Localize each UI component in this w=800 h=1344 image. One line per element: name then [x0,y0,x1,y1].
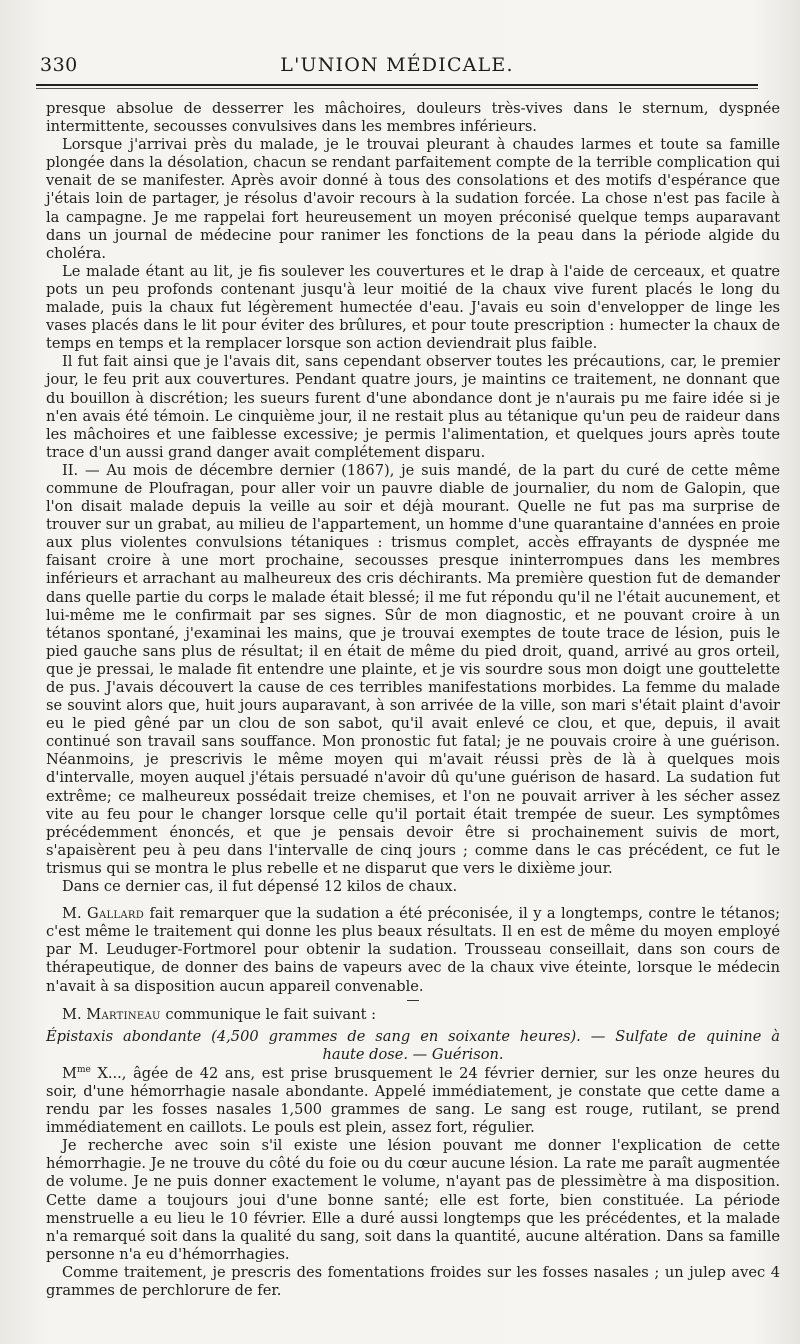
page-number: 330 [40,54,78,76]
body-text [46,100,780,1300]
running-title: L'UNION MÉDICALE. [280,54,514,76]
speaker-prefix: M. [62,905,87,923]
salutation: M [62,1064,77,1082]
case-title-line-1: Épistaxis abondante (4,500 grammes de sang en soixante heures). — Sulfate de quinine à [46,1027,780,1045]
case-title [46,1028,780,1065]
speaker-text: fait remarquer que la sudation a été préconisée, il y a longtemps, contre le tétanos; c'est même le traitement qui donne les plus beaux résultats. Il en est de même du moyen employé par M. Leuduger-Fortmorel pour obtenir la sudation. Trousseau conseillait, dans son cours de thérapeutique, de donner des bains de vapeurs avec de la chaux vive éteinte, lorsque le médecin n'avait à sa disposition aucun appareil convenable. [46,905,780,995]
paragraph: Lorsque j'arrivai près du malade, je le trouvai pleurant à chaudes larmes et toute sa famille plongée dans la désolation, chacun se rendant parfaitement compte de la terrible complication qui venait de se manifester. Après avoir donné à tous des consolations et des motifs d'espérance que j'étais loin de partager, je résolus d'avoir recours à la sudation forcée. La chose n'est pas facile à la campagne. Je me rappelai fort heureusement un moyen préconisé quelque temps auparavant dans un journal de médecine pour ranimer les fonctions de la peau dans la période algide du choléra. [46,136,780,262]
paragraph: Dans ce dernier cas, il fut dépensé 12 kilos de chaux. [62,878,458,896]
paragraph: Je recherche avec soin s'il existe une lésion pouvant me donner l'explication de cette hémorrhagie. Je ne trouve du côté du foie ou du cœur aucune lésion. La rate me paraît augmentée de volume. Je ne puis donner exactement le volume, n'ayant pas de plessimètre à ma disposition. Cette dame a toujours joui d'une bonne santé; elle est forte, bien constituée. La période menstruelle a eu lieu le 10 février. Elle a duré aussi longtemps que les précédentes, et la malade n'a remarqué soit dans la qualité du sang, soit dans la quantité, aucune altération. Dans sa famille personne n'a eu d'hémorrhagies. [46,1137,780,1263]
paragraph: Le malade étant au lit, je fis soulever les couvertures et le drap à l'aide de cerceaux, et quatre pots un peu profonds contenant jusqu'à leur moitié de la chaux vive furent placés le long du malade, puis la chaux fut légèrement humectée d'eau. J'avais eu soin d'envelopper de linge les vases placés dans le lit pour éviter des brûlures, et pour toute prescription : humecter la chaux de temps en temps et la remplacer lorsque son action deviendrait plus faible. [46,262,780,353]
paragraph: Il fut fait ainsi que je l'avais dit, sans cependant observer toutes les précautions, car, le premier jour, le feu prit aux couvertures. Pendant quatre jours, je maintins ce traitement, ne donnant que du bouillon à discrétion; les sueurs furent d'une abondance dont je n'aurais pu me faire idée si je n'en avais été témoin. Le cinquième jour, il ne restait plus au tétanique qu'un peu de raideur dans les mâchoires et une faiblesse excessive; je permis l'alimentation, et quelques jours après toute trace d'un aussi grand danger avait complétement disparu. [46,353,780,461]
salutation-superscript: me [76,1065,91,1076]
paragraph-martineau [46,1006,780,1024]
case-intro-text: X..., âgée de 42 ans, est prise brusquement le 24 février dernier, sur les onze heures du soir, d'une hémorrhagie nasale abondante. Appelé immédiatement, je constate que cette dame a rendu par les fosses nasales 1,500 grammes de sang. Le sang est rouge, rutilant, se prend immédiatement en caillots. Le pouls est plein, assez fort, régulier. [46,1064,780,1137]
paragraph-case-intro [46,1065,780,1137]
speaker-text: communique le fait suivant : [160,1005,377,1023]
speaker-prefix: M. [62,1005,87,1023]
page-header [36,48,758,78]
paragraph-gallard [46,905,780,995]
paragraph-continuation: presque absolue de desserrer les mâchoires, douleurs très-vives dans le sternum, dyspnée intermittente, secousses convulsives dans les membres inférieurs. [46,100,780,136]
paragraph: Comme traitement, je prescris des fomentations froides sur les fosses nasales ; un julep avec 4 grammes de perchlorure de fer. [46,1263,780,1299]
case-title-line-2: haute dose. — Guérison. [322,1046,504,1064]
speaker-name: Gallard [87,905,145,923]
spacer [46,896,780,905]
paragraph-case-two: II. — Au mois de décembre dernier (1867), je suis mandé, de la part du curé de cette même commune de Ploufragan, pour aller voir un pauvre diable de journalier, du nom de Galopin, que l'on disait malade depuis la veille au soir et déjà mourant. Quelle ne fut pas ma surprise de trouver sur un grabat, au milieu de l'appartement, un homme d'une quarantaine d'années en proie aux plus violentes convulsions tétaniques : trismus complet, accès effrayants de dyspnée me faisant croire à une mort prochaine, secousses presque ininterrompues dans les membres inférieurs et arrachant au malheureux des cris déchirants. Ma première question fut de demander dans quelle partie du corps le malade était blessé; il me fut répondu qu'il ne l'était aucunement, et lui-même me le confirmait par ses signes. Sûr de mon diagnostic, et ne pouvant croire à un tétanos spontané, j'examinai les mains, que je trouvai exemptes de toute trace de lésion, puis le pied gauche sans plus de résultat; il en était de même du pied droit, quand, arrivé au gros orteil, que je pressai, le malade fit entendre une plainte, et je vis sourdre sous mon doigt une gouttelette de pus. J'avais découvert la cause de ces terribles manifestations morbides. La femme du malade se souvint alors que, huit jours auparavant, à son arrivée de la ville, son mari s'était plaint d'avoir eu le pied gêné par un clou de son sabot, qu'il avait enlevé ce clou, et que, depuis, il avait continué son travail sans souffance. Mon pronostic fut fatal; je ne pouvais croire à une guérison. Néanmoins, je prescrivis le même moyen qui m'avait réussi près de là à quelques mois d'intervalle, moyen auquel j'étais persuadé n'avoir dû qu'une guérison de hasard. La sudation fut extrême; ce malheureux possédait treize chemises, et l'on ne pouvait arriver à les sécher assez vite au feu pour le changer lorsque celle qu'il portait était trempée de sueur. Les symptômes précédemment énoncés, et que je pensais devoir être si prochainement suivis de mort, s'apaisèrent peu à peu dans l'intervalle de cinq jours ; comme dans le cas précédent, ce fut le trismus qui se montra le plus rebelle et ne disparut que vers le dixième jour. [46,461,780,877]
header-rule-thin [36,88,758,89]
header-rule [36,84,758,86]
speaker-name: Martineau [86,1005,161,1023]
section-divider [407,1000,419,1001]
